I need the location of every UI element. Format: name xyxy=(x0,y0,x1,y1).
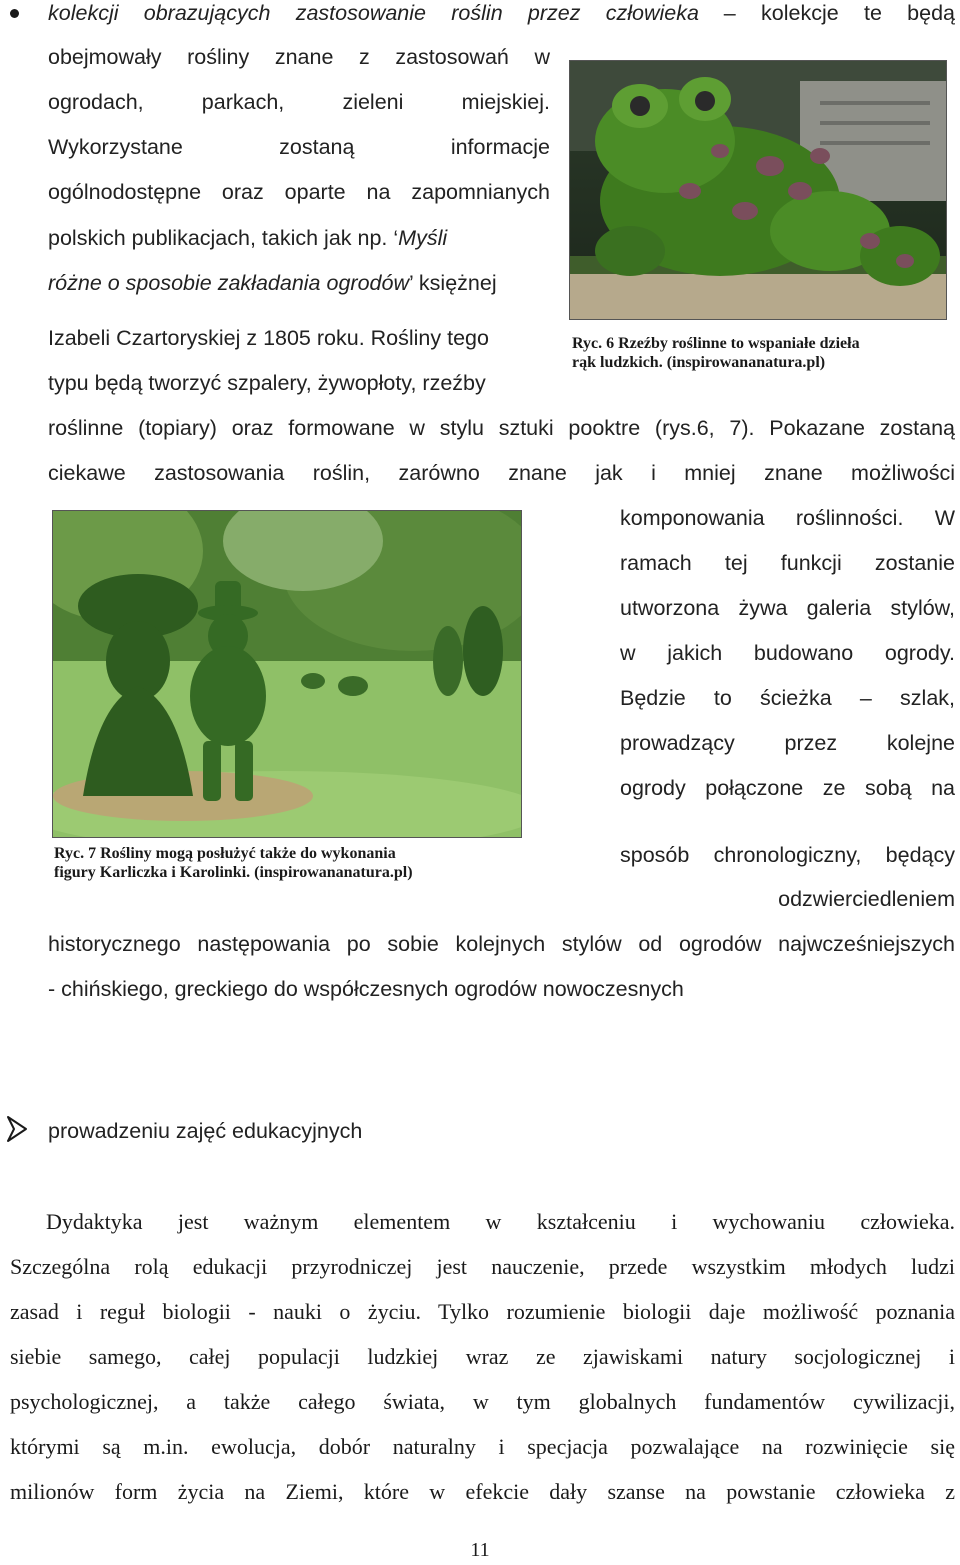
paragraph-line-1: Dydaktyka jest ważnym elementem w kształceniu i wychowaniu człowieka. xyxy=(46,1209,955,1234)
figure-6-caption xyxy=(572,334,860,372)
text-fragment: polskich publikacjach, takich jak np. ‘ xyxy=(48,226,399,250)
paragraph-line-6: którymi są m.in. ewolucja, dobór naturalny i specjacja pozwalające na rozwinięcie się xyxy=(10,1434,955,1459)
text-fragment: ’ księżnej xyxy=(408,271,497,295)
text-line-1 xyxy=(48,0,955,36)
text-line-right-1: komponowania roślinności. W xyxy=(620,506,955,530)
text-line-6 xyxy=(48,215,550,261)
text-fragment: – kolekcje te będą xyxy=(723,1,956,25)
italic-phrase: Myśli xyxy=(398,226,448,250)
text-line-4: Wykorzystane zostaną informacje xyxy=(48,135,550,159)
text-line-3: ogrodach, parkach, zieleni miejskiej. xyxy=(48,90,550,114)
text-line-5: ogólnodostępne oraz oparte na zapomnianych xyxy=(48,180,550,204)
italic-phrase: różne o sposobie zakładania ogrodów xyxy=(48,271,409,295)
text-line-right-6: prowadzący przez kolejne xyxy=(620,731,955,755)
text-line-13: - chińskiego, greckiego do współczesnych ogrodów nowoczesnych xyxy=(48,977,684,1001)
text-line-right-9: odzwierciedleniem xyxy=(778,887,955,911)
text-line-right-2: ramach tej funkcji zostanie xyxy=(620,551,955,575)
text-line-8: Izabeli Czartoryskiej z 1805 roku. Rośliny tego xyxy=(48,326,489,350)
text-line-right-8: sposób chronologiczny, będący xyxy=(620,843,955,867)
frog-topiary-image xyxy=(570,61,946,319)
text-line-right-4: w jakich budowano ogrody. xyxy=(620,641,955,665)
caption-line: Ryc. 6 Rzeźby roślinne to wspaniałe dzieła xyxy=(572,335,860,352)
caption-line: rąk ludzkich. (inspirowananatura.pl) xyxy=(572,354,826,371)
paragraph-line-5: psychologicznej, a także całego świata, w tym globalnych fundamentów cywilizacji, xyxy=(10,1389,955,1414)
figure-6-photo xyxy=(569,60,947,320)
bullet-dot-icon xyxy=(10,9,19,18)
text-line-right-7: ogrody połączone ze sobą na xyxy=(620,776,955,800)
paragraph-line-4: siebie samego, całej populacji ludzkiej wraz ze zjawiskami natury socjologicznej i xyxy=(10,1344,955,1369)
paragraph-line-3: zasad i reguł biologii - nauki o życiu. Tylko rozumienie biologii daje możliwość poznania xyxy=(10,1299,955,1324)
people-topiary-image xyxy=(53,511,521,837)
arrow-bullet-icon xyxy=(6,1115,30,1143)
paragraph-line-2: Szczególna rolą edukacji przyrodniczej jest nauczenie, przede wszystkim młodych ludzi xyxy=(10,1254,955,1279)
figure-7-caption xyxy=(54,844,413,882)
caption-line: Ryc. 7 Rośliny mogą posłużyć także do wykonania xyxy=(54,845,396,862)
figure-7-photo xyxy=(52,510,522,838)
text-line-2: obejmowały rośliny znane z zastosowań w xyxy=(48,45,550,69)
text-line-12: historycznego następowania po sobie kolejnych stylów od ogrodów najwcześniejszych xyxy=(48,932,955,956)
text-line-right-3: utworzona żywa galeria stylów, xyxy=(620,596,955,620)
italic-phrase: kolekcji obrazujących zastosowanie roślin przez człowieka xyxy=(48,1,699,25)
text-line-11: ciekawe zastosowania roślin, zarówno znane jak i mniej znane możliwości xyxy=(48,461,955,485)
section-heading: prowadzeniu zajęć edukacyjnych xyxy=(48,1119,363,1143)
paragraph-line-7: milionów form życia na Ziemi, które w efekcie dały szanse na powstanie człowieka z xyxy=(10,1479,955,1504)
text-line-right-5: Będzie to ścieżka – szlak, xyxy=(620,686,955,710)
text-line-10: roślinne (topiary) oraz formowane w stylu sztuki pooktre (rys.6, 7). Pokazane zostaną xyxy=(48,416,955,440)
text-line-7 xyxy=(48,260,550,306)
caption-line: figury Karliczka i Karolinki. (inspirowananatura.pl) xyxy=(54,864,413,881)
page-number: 11 xyxy=(470,1539,490,1561)
text-line-9: typu będą tworzyć szpalery, żywopłoty, rzeźby xyxy=(48,371,486,395)
